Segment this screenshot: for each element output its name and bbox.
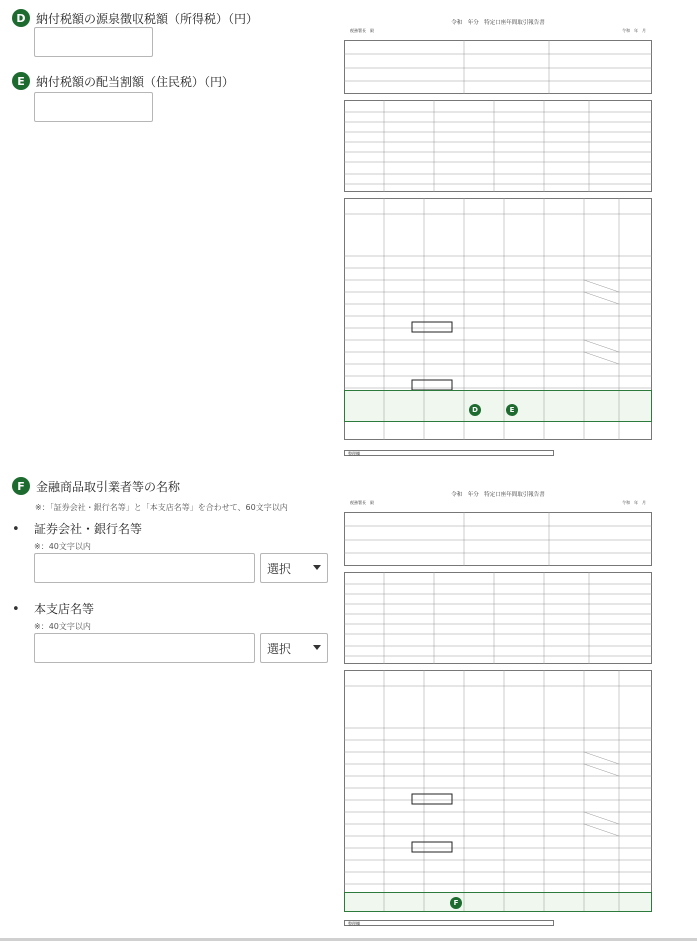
dividend-tax-input[interactable] bbox=[34, 92, 153, 122]
section-d-header bbox=[12, 8, 332, 28]
form-title: 令和 年分 特定口座年間取引報告書 bbox=[451, 20, 545, 26]
form-date: 令和 年 月 bbox=[622, 500, 646, 505]
section-e bbox=[12, 71, 332, 91]
branch-name-label: 本支店名等 bbox=[34, 602, 95, 616]
report-form-preview-1 bbox=[344, 18, 652, 458]
section-d-title: 納付税額の源泉徴収税額（所得税）（円） bbox=[36, 11, 259, 26]
badge-d: D bbox=[12, 9, 30, 27]
form-date: 令和 年 月 bbox=[622, 28, 646, 33]
form-highlight-company bbox=[344, 892, 652, 912]
securities-name-note: ※：40文字以内 bbox=[34, 542, 91, 551]
form-footer-box bbox=[344, 920, 554, 926]
marker-d: D bbox=[469, 404, 481, 416]
securities-name-select[interactable] bbox=[260, 553, 328, 583]
form-tax-office: 税務署長 殿 bbox=[350, 500, 374, 505]
branch-name-note: ※：40文字以内 bbox=[34, 622, 91, 631]
branch-select-label: 選択 bbox=[267, 641, 292, 656]
form-lines bbox=[344, 490, 652, 930]
chevron-down-icon bbox=[313, 645, 321, 650]
securities-name-group bbox=[12, 518, 332, 552]
form-footer-box bbox=[344, 450, 554, 456]
branch-name-input[interactable] bbox=[34, 633, 255, 663]
section-f bbox=[12, 476, 332, 513]
badge-f: F bbox=[12, 477, 30, 495]
badge-e: E bbox=[12, 72, 30, 90]
branch-name-group bbox=[12, 598, 332, 632]
branch-name-select[interactable] bbox=[260, 633, 328, 663]
bullet-icon: • bbox=[12, 602, 20, 617]
bullet-icon: • bbox=[12, 522, 20, 537]
form-footer-label: 整理欄 bbox=[348, 451, 360, 456]
form-highlight-tax bbox=[344, 390, 652, 422]
marker-e: E bbox=[506, 404, 518, 416]
form-title: 令和 年分 特定口座年間取引報告書 bbox=[451, 492, 545, 498]
section-f-header bbox=[12, 476, 332, 496]
form-footer-label: 整理欄 bbox=[348, 921, 360, 926]
securities-name-label: 証券会社・銀行名等 bbox=[34, 522, 143, 536]
section-f-title: 金融商品取引業者等の名称 bbox=[36, 479, 181, 494]
securities-name-input[interactable] bbox=[34, 553, 255, 583]
section-d bbox=[12, 8, 332, 28]
section-f-note: ※：「証券会社・銀行名等」と「本支店名等」を合わせて、60文字以内 bbox=[35, 503, 288, 512]
marker-f: F bbox=[450, 897, 462, 909]
section-e-header bbox=[12, 71, 332, 91]
form-tax-office: 税務署長 殿 bbox=[350, 28, 374, 33]
chevron-down-icon bbox=[313, 565, 321, 570]
report-form-preview-2 bbox=[344, 490, 652, 930]
withholding-tax-input[interactable] bbox=[34, 27, 153, 57]
section-e-title: 納付税額の配当割額（住民税）（円） bbox=[36, 74, 235, 89]
securities-select-label: 選択 bbox=[267, 561, 292, 576]
